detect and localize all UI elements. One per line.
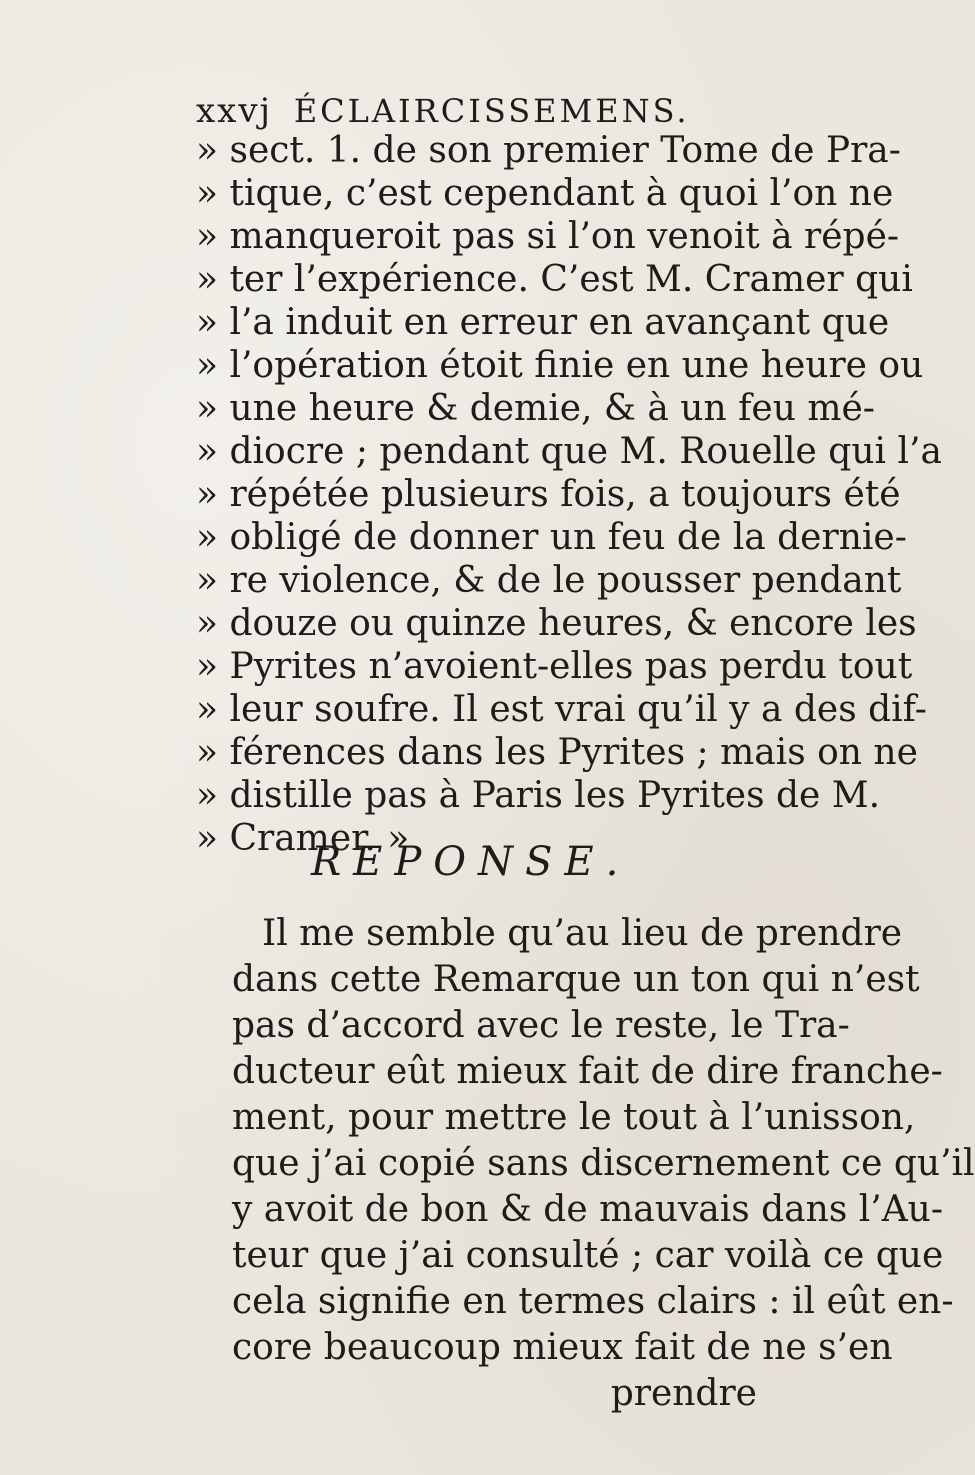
text-line: » re violence, & de le pousser pendant [196,560,902,601]
text-line: » ter l’expérience. C’est M. Cramer qui [196,259,913,300]
text-line: » Pyrites n’avoient-elles pas perdu tout [196,646,913,687]
text-line: » douze ou quinze heures, & encore les [196,603,917,644]
text-line: » sect. 1. de son premier Tome de Pra- [196,130,901,171]
text-line: dans cette Remarque un ton qui n’est [232,959,920,1000]
text-line: » une heure & demie, & à un feu mé- [196,388,875,429]
running-title: ÉCLAIRCISSEMENS. [293,92,690,130]
text-line: » obligé de donner un feu de la dernie- [196,517,907,558]
text-line: » diocre ; pendant que M. Rouelle qui l’a [196,431,942,472]
text-line: » leur soufre. Il est vrai qu’il y a des dif- [196,689,927,730]
text-line: » distille pas à Paris les Pyrites de M. [196,775,881,816]
text-line: » férences dans les Pyrites ; mais on ne [196,732,918,773]
text-line: » manqueroit pas si l’on venoit à répé- [196,216,900,257]
text-line: que j’ai copié sans discernement ce qu’il [232,1143,975,1184]
text-line: » l’opération étoit finie en une heure ou [196,345,924,386]
section-heading: REPONSE. [311,839,631,885]
text-line: pas d’accord avec le reste, le Tra- [232,1005,850,1046]
text-line: » répétée plusieurs fois, a toujours été [196,474,901,515]
text-line: core beaucoup mieux fait de ne s’en [232,1327,893,1368]
text-line: ducteur eût mieux fait de dire franche- [232,1051,943,1092]
text-line: » Cramer. » [196,818,410,859]
catchword: prendre [610,1373,757,1414]
text-line: » l’a induit en erreur en avançant que [196,302,890,343]
page-number: xxvj [196,91,273,131]
text-line: teur que j’ai consulté ; car voilà ce que [232,1235,944,1276]
text-line: ment, pour mettre le tout à l’unisson, [232,1097,916,1138]
text-line: cela signifie en termes clairs : il eût en- [232,1281,954,1322]
text-line: y avoit de bon & de mauvais dans l’Au- [232,1189,944,1230]
text-line: Il me semble qu’au lieu de prendre [262,913,903,954]
text-line: » tique, c’est cependant à quoi l’on ne [196,173,894,214]
